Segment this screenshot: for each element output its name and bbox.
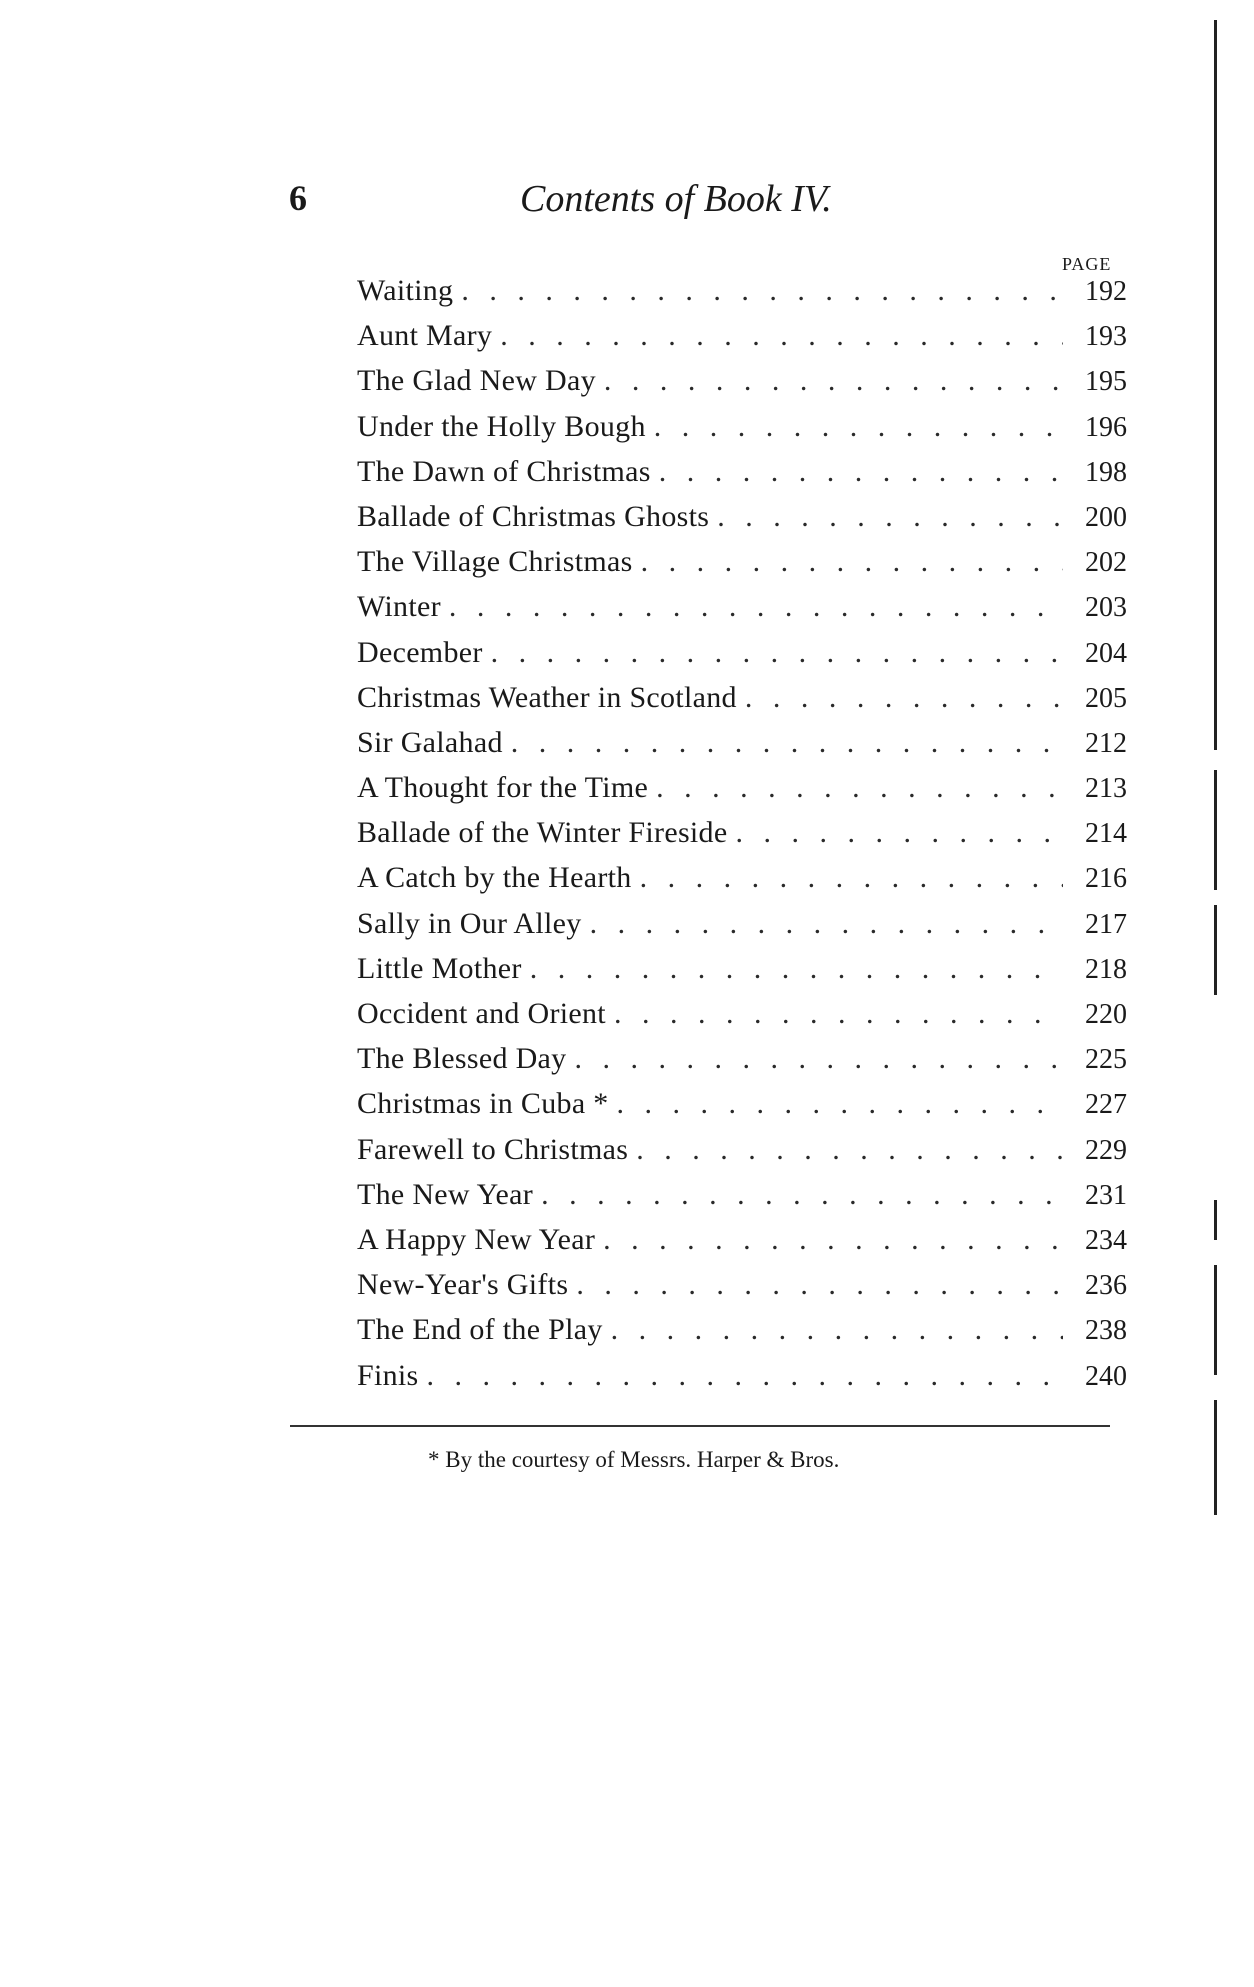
footnote: * By the courtesy of Messrs. Harper & Bros.: [428, 1447, 840, 1472]
toc-entry: [357, 991, 1127, 1036]
toc-entry-title: Christmas Weather in Scotland: [357, 680, 737, 714]
dot-leader: [449, 584, 1063, 629]
toc-entry: [357, 404, 1127, 449]
dot-leader: [427, 1353, 1063, 1398]
toc-entry: [357, 539, 1127, 584]
toc-entry-page: 195: [1085, 366, 1127, 398]
toc-entry-page: 238: [1085, 1315, 1127, 1347]
toc-entry: [357, 675, 1127, 720]
dot-leader: [590, 901, 1063, 946]
toc-entry-title: Winter: [357, 590, 441, 624]
toc-entry-title: New-Year's Gifts: [357, 1268, 569, 1302]
toc-entry-page: 220: [1085, 999, 1127, 1030]
toc-entry: [357, 810, 1127, 855]
toc-entry-page: 225: [1085, 1044, 1127, 1076]
toc-entry-page: 198: [1085, 456, 1127, 488]
dot-leader: [641, 539, 1063, 584]
toc-entry: [357, 268, 1127, 313]
dot-leader: [574, 1036, 1063, 1081]
toc-entry-page: 203: [1085, 592, 1127, 624]
toc-entry: [357, 1217, 1127, 1262]
toc-entry: [357, 1353, 1127, 1398]
dot-leader: [461, 268, 1063, 313]
toc-entry-page: 240: [1085, 1360, 1127, 1392]
toc-entry-page: 216: [1085, 863, 1127, 895]
toc-entry-page: 218: [1085, 953, 1127, 985]
toc-entry: [357, 630, 1127, 675]
toc-entry-page: 214: [1085, 818, 1127, 850]
dot-leader: [541, 1172, 1063, 1217]
toc-entry: [357, 1036, 1127, 1081]
page-number: 6: [289, 178, 307, 218]
toc-entry-page: 192: [1085, 276, 1127, 307]
dot-leader: [604, 358, 1063, 403]
dot-leader: [717, 494, 1063, 539]
dot-leader: [576, 1262, 1063, 1307]
toc-entry: [357, 946, 1127, 991]
toc-entry-title: A Thought for the Time: [357, 771, 649, 805]
dot-leader: [614, 991, 1063, 1036]
toc-entry: [357, 1081, 1127, 1126]
toc-entry-page: 217: [1085, 908, 1127, 940]
toc-entry: [357, 765, 1127, 810]
toc-entry-title: A Happy New Year: [357, 1222, 596, 1256]
toc-entry: [357, 901, 1127, 946]
dot-leader: [491, 630, 1063, 675]
toc-entry-page: 229: [1085, 1134, 1127, 1166]
toc-entry-title: The Village Christmas: [357, 545, 633, 579]
toc-entry-title: The Glad New Day: [357, 364, 596, 398]
toc-entry-title: Finis: [357, 1358, 419, 1392]
toc-entry-title: Christmas in Cuba *: [357, 1087, 609, 1121]
toc-entry-title: Waiting: [357, 274, 454, 307]
binding-edge: [1214, 770, 1217, 890]
toc-entry: [357, 584, 1127, 629]
dot-leader: [511, 720, 1063, 765]
toc-entry-title: The End of the Play: [357, 1313, 603, 1347]
toc-entry: [357, 1262, 1127, 1307]
table-of-contents: [357, 268, 1127, 1398]
toc-entry-page: 200: [1085, 501, 1127, 533]
page-column-label: PAGE: [1062, 254, 1112, 274]
footnote-rule: [290, 1425, 1110, 1427]
binding-edge: [1214, 1265, 1217, 1375]
binding-edge: [1214, 1200, 1217, 1240]
toc-entry-page: 196: [1085, 411, 1127, 443]
toc-entry-page: 236: [1085, 1270, 1127, 1302]
dot-leader: [611, 1307, 1063, 1352]
toc-entry-page: 213: [1085, 773, 1127, 805]
toc-entry-title: A Catch by the Hearth: [357, 861, 632, 895]
toc-entry-page: 227: [1085, 1089, 1127, 1121]
dot-leader: [659, 449, 1063, 494]
toc-entry-title: The Blessed Day: [357, 1042, 567, 1076]
dot-leader: [530, 946, 1063, 991]
dot-leader: [603, 1217, 1063, 1262]
toc-entry-title: Little Mother: [357, 951, 522, 985]
dot-leader: [745, 675, 1063, 720]
dot-leader: [735, 810, 1063, 855]
toc-entry-page: 204: [1085, 637, 1127, 669]
toc-entry: [357, 1172, 1127, 1217]
toc-entry-page: 231: [1085, 1179, 1127, 1211]
binding-edge: [1214, 20, 1217, 750]
toc-entry-page: 202: [1085, 547, 1127, 579]
toc-entry-title: Aunt Mary: [357, 319, 493, 353]
toc-entry-page: 193: [1085, 321, 1127, 353]
page-title: Contents of Book IV.: [520, 178, 832, 220]
toc-entry: [357, 313, 1127, 358]
toc-entry: [357, 449, 1127, 494]
toc-entry: [357, 855, 1127, 900]
toc-entry-title: Farewell to Christmas: [357, 1132, 629, 1166]
toc-entry-title: The New Year: [357, 1177, 534, 1211]
toc-entry: [357, 494, 1127, 539]
toc-entry: [357, 358, 1127, 403]
toc-entry-title: Under the Holly Bough: [357, 409, 646, 443]
toc-entry-title: Ballade of Christmas Ghosts: [357, 499, 710, 533]
dot-leader: [640, 855, 1063, 900]
toc-entry-title: December: [357, 635, 483, 669]
toc-entry: [357, 1307, 1127, 1352]
toc-entry-page: 205: [1085, 682, 1127, 714]
toc-entry-page: 212: [1085, 727, 1127, 759]
toc-entry-title: Sally in Our Alley: [357, 906, 582, 940]
toc-entry-page: 234: [1085, 1224, 1127, 1256]
toc-entry: [357, 720, 1127, 765]
dot-leader: [654, 404, 1063, 449]
binding-edge: [1214, 905, 1217, 995]
toc-entry-title: Sir Galahad: [357, 725, 503, 759]
binding-edge: [1214, 1400, 1217, 1515]
toc-entry-title: The Dawn of Christmas: [357, 454, 651, 488]
dot-leader: [656, 765, 1063, 810]
dot-leader: [617, 1081, 1063, 1126]
toc-entry-title: Occident and Orient: [357, 997, 606, 1030]
toc-entry-title: Ballade of the Winter Fireside: [357, 816, 728, 850]
dot-leader: [636, 1127, 1063, 1172]
toc-entry: [357, 1127, 1127, 1172]
dot-leader: [500, 313, 1063, 358]
